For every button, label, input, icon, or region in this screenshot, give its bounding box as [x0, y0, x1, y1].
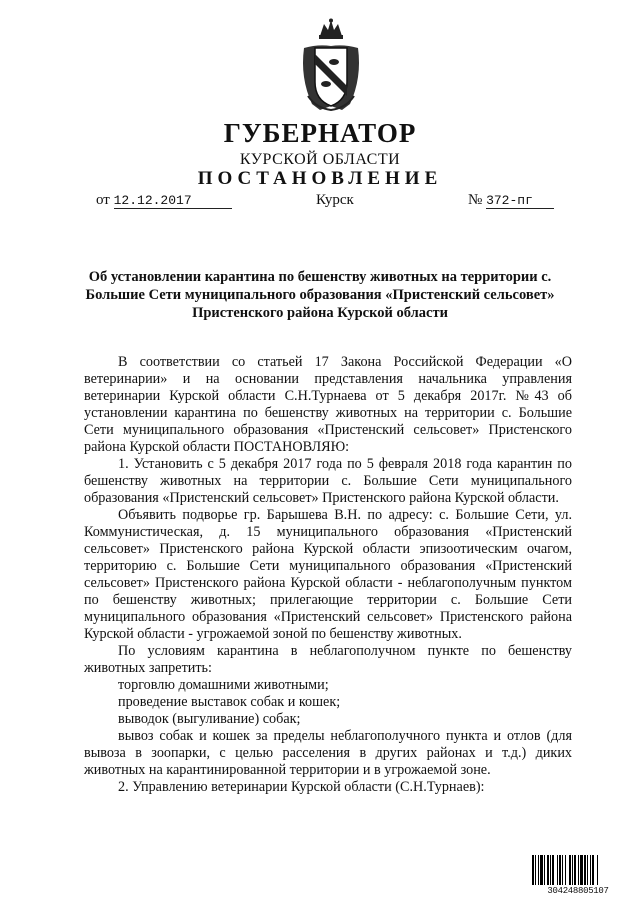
paragraph-preamble: В соответствии со статьей 17 Закона Российской Федерации «О ветеринарии» и на основании представления начальника управления ветеринарии Курской области С.Н.Турнаева от 5 декабря 2017г. №43 об установлении карантина по бешенству животных на территории с. Большие Сети муниципального образования «Пристенский сельсовет» Пристенского района Курской области ПОСТАНОВЛЯЮ:: [84, 354, 572, 455]
date-prefix: от: [96, 192, 110, 208]
barcode-bar: [598, 855, 599, 885]
paragraph-item-2: 2. Управлению ветеринарии Курской области (С.Н.Турнаев):: [118, 779, 485, 795]
list-item: торговлю домашними животными;: [118, 677, 329, 693]
paragraph-prohibit: По условиям карантина в неблагополучном пункте по бешенству животных запретить:: [84, 643, 572, 676]
document-title: Об установлении карантина по бешенству животных на территории с. Большие Сети муниципального образования «Пристенский сельсовет» Пристенского района Курской области: [85, 269, 555, 321]
list-item: проведение выставок собак и кошек;: [118, 694, 341, 710]
barcode-bars: [532, 855, 624, 885]
paragraph-declare: Объявить подворье гр. Барышева В.Н. по адресу: с. Большие Сети, ул. Коммунистическая, д. 15 муниципального образования «Пристенский сельсовет» Пристенского района Курской области эпизоотическим очагом, территорию с. Большие Сети муниципального образования «Пристенский сельсовет» Пристенского района Курской области - неблагополучным пунктом по бешенству животных; прилегающие территории с. Большие Сети муниципального образования «Пристенский сельсовет» Пристенского района Курской области - угрожаемой зоной по бешенству животных.: [84, 507, 572, 642]
paragraph-export-ban: вывоз собак и кошек за пределы неблагополучного пункта и отлов (для вывоза в зоопарки, с целью расселения в других районах и т.д.) диких животных на карантинированной территории и в угрожаемой зоне.: [84, 728, 572, 778]
document-body: [84, 354, 572, 796]
paragraph-item-1: 1. Установить с 5 декабря 2017 года по 5 февраля 2018 года карантин по бешенству животных на территории с. Большие Сети муниципального образования «Пристенский сельсовет» Пристенского района Курской области.: [84, 456, 572, 506]
number-value: 372-пг: [486, 193, 554, 209]
document-date: [96, 192, 232, 209]
document-city: Курск: [316, 192, 354, 208]
region-heading: КУРСКОЙ ОБЛАСТИ: [239, 151, 401, 168]
number-prefix: №: [468, 192, 483, 208]
barcode: [532, 855, 624, 897]
date-value: 12.12.2017: [114, 193, 232, 209]
coat-of-arms-icon: [298, 18, 364, 114]
governor-heading: ГУБЕРНАТОР: [223, 118, 417, 148]
list-item: выводок (выгуливание) собак;: [118, 711, 301, 727]
barcode-number: 304248805107: [547, 886, 609, 896]
document-type-heading: ПОСТАНОВЛЕНИЕ: [197, 168, 443, 189]
document-number: [468, 192, 554, 209]
